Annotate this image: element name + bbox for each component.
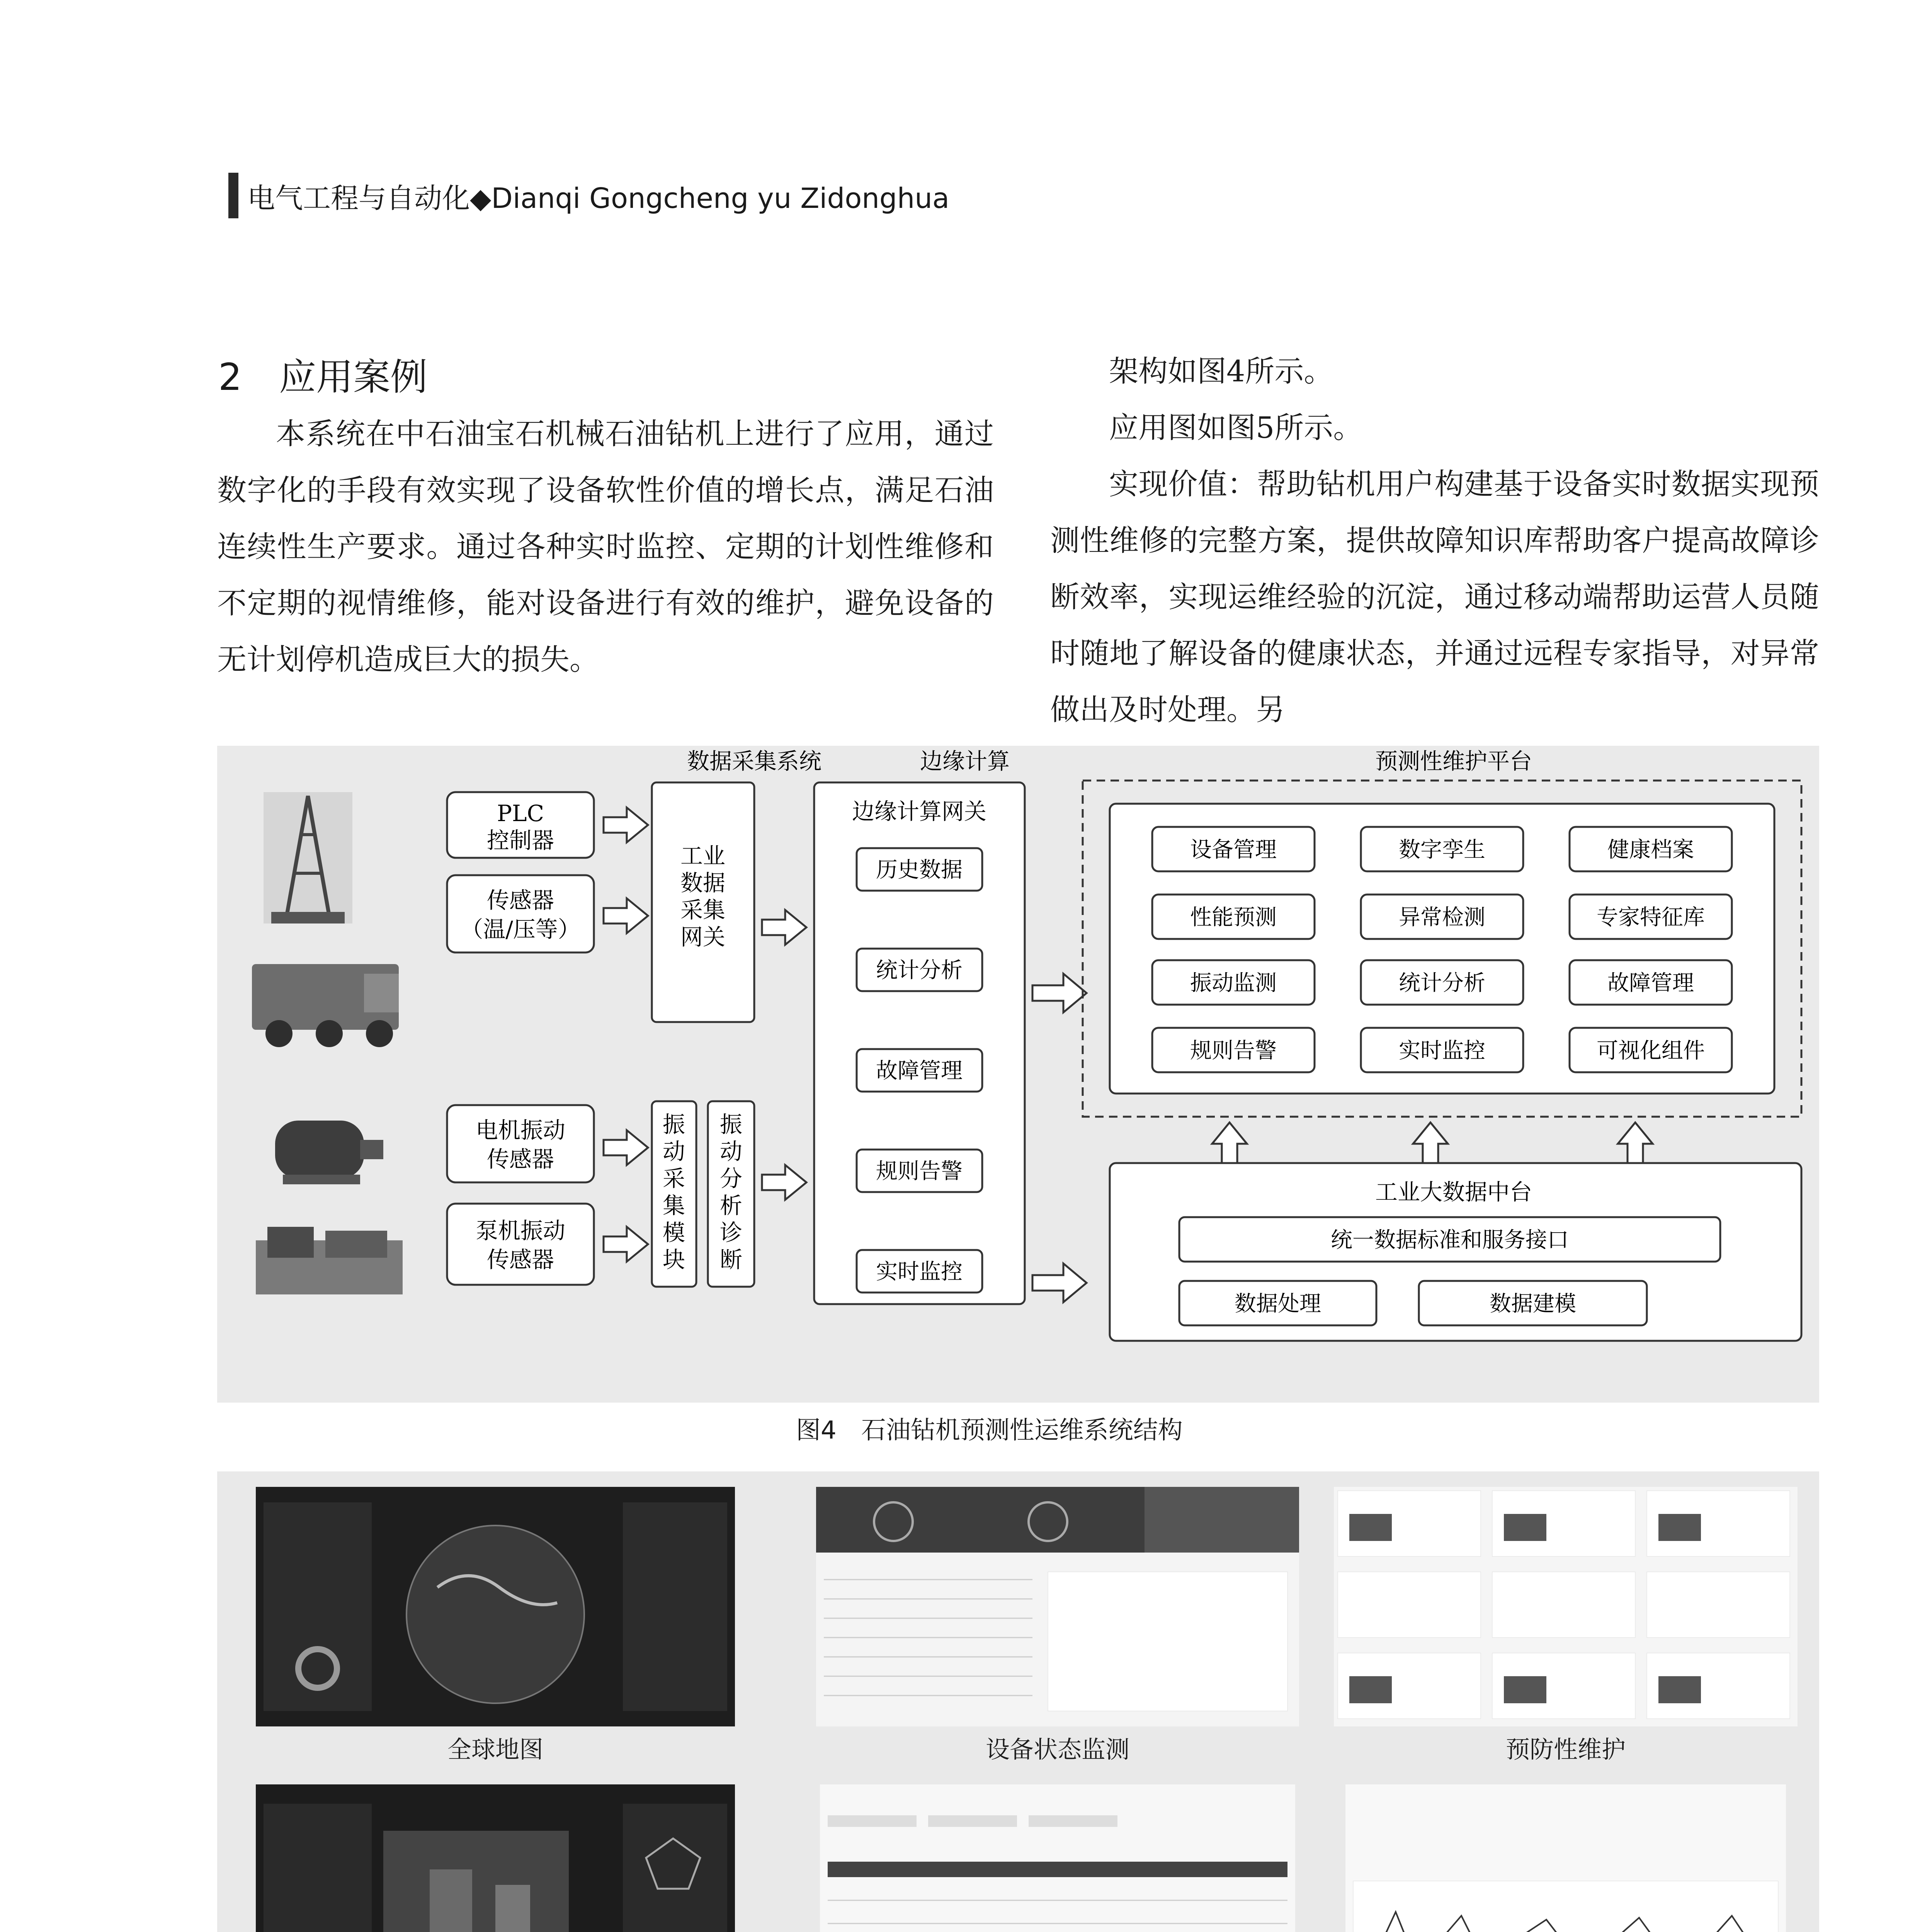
figure-4-architecture [217, 746, 1819, 1403]
svg-text:集: 集 [662, 1192, 685, 1219]
svg-text:动: 动 [662, 1138, 685, 1165]
svg-text:故障管理: 故障管理 [1607, 971, 1694, 996]
architecture-diagram [217, 746, 1819, 1403]
global-map-screenshot [256, 1487, 735, 1726]
right-paragraph-3: 实现价值：帮助钻机用户构建基于设备实时数据实现预测性维修的完整方案，提供故障知识库帮助客户提高故障诊断效率，实现运维经验的沉淀，通过移动端帮助运营人员随时随地了解设备的健康状态，并通过远程专家指导，对异常做出及时处理。另 [1050, 467, 1819, 727]
figure-4-caption: 图4 石油钻机预测性运维系统结构 [796, 1416, 1183, 1445]
svg-text:块: 块 [662, 1247, 685, 1273]
col-title-edge: 边缘计算 [920, 748, 1010, 774]
figure-5-screenshots [217, 1471, 1819, 1932]
status-monitor-screenshot [816, 1487, 1299, 1726]
header-bar [228, 173, 238, 218]
data-modeling-text: 数据建模 [1490, 1291, 1576, 1316]
label-preventive-maintenance: 预防性维护 [1505, 1735, 1626, 1764]
svg-text:数字孪生: 数字孪生 [1399, 837, 1485, 862]
col-title-acquisition: 数据采集系统 [687, 748, 822, 774]
svg-text:可视化组件: 可视化组件 [1597, 1038, 1705, 1063]
motor-sensor-line-1: 电机振动 [475, 1117, 566, 1143]
svg-text:异常检测: 异常检测 [1399, 905, 1485, 930]
gateway-line-4: 网关 [680, 924, 726, 950]
svg-text:动: 动 [719, 1138, 743, 1165]
right-column [1050, 343, 1819, 738]
svg-text:实时监控: 实时监控 [1399, 1038, 1485, 1063]
gateway-line-3: 采集 [680, 897, 726, 923]
sensor-line-1: 传感器 [486, 887, 554, 913]
bigdata-title: 工业大数据中台 [1375, 1179, 1532, 1205]
right-paragraph-2: 应用图如图5所示。 [1109, 410, 1363, 445]
gateway-line-2: 数据 [680, 870, 726, 896]
drilling-rig-photo [264, 792, 352, 923]
svg-text:专家特征库: 专家特征库 [1597, 905, 1705, 930]
svg-text:振: 振 [662, 1111, 685, 1138]
section-title: 2 应用案例 [218, 355, 428, 399]
gateway-line-1: 工业 [680, 843, 726, 869]
svg-text:故障管理: 故障管理 [876, 1058, 963, 1083]
svg-text:析: 析 [719, 1192, 743, 1219]
sensor-line-2: （温/压等） [461, 916, 580, 942]
motor-sensor-line-2: 传感器 [486, 1146, 554, 1172]
motor-photo [275, 1121, 383, 1184]
svg-text:性能预测: 性能预测 [1190, 905, 1277, 930]
preventive-maintenance-screenshot [1334, 1487, 1798, 1726]
svg-text:振: 振 [719, 1111, 743, 1138]
svg-text:规则告警: 规则告警 [876, 1159, 963, 1184]
svg-text:实时监控: 实时监控 [876, 1259, 963, 1284]
svg-text:模: 模 [662, 1219, 685, 1246]
data-processing-text: 数据处理 [1235, 1291, 1321, 1316]
edge-title: 边缘计算网关 [852, 798, 987, 825]
pump-photo [256, 1227, 403, 1294]
pump-sensor-line-2: 传感器 [486, 1247, 554, 1273]
left-paragraph: 本系统在中石油宝石机械石油钻机上进行了应用，通过数字化的手段有效实现了设备软性价值的增长点，满足石油连续性生产要求。通过各种实时监控、定期的计划性维修和不定期的视情维修，能对设备进行有效的维护，避免设备的无计划停机造成巨大的损失。 [217, 417, 994, 677]
svg-text:规则告警: 规则告警 [1190, 1038, 1277, 1063]
svg-text:历史数据: 历史数据 [876, 857, 963, 883]
svg-text:振动监测: 振动监测 [1190, 971, 1277, 996]
pump-sensor-line-1: 泵机振动 [475, 1218, 566, 1244]
svg-text:分: 分 [719, 1165, 743, 1192]
expert-knowledge-screenshot [1345, 1784, 1786, 1932]
svg-text:采: 采 [662, 1165, 685, 1192]
label-global-map: 全球地图 [447, 1735, 543, 1764]
label-status-monitor: 设备状态监测 [985, 1735, 1129, 1764]
right-paragraph-1: 架构如图4所示。 [1109, 354, 1333, 388]
svg-text:断: 断 [719, 1247, 743, 1273]
plc-line-2: 控制器 [486, 827, 554, 854]
svg-text:诊: 诊 [719, 1219, 743, 1246]
interface-text: 统一数据标准和服务接口 [1331, 1228, 1569, 1253]
svg-text:统计分析: 统计分析 [1399, 971, 1485, 996]
equipment-explore-screenshot [256, 1784, 735, 1932]
col-title-platform: 预测性维护平台 [1375, 748, 1532, 774]
svg-text:统计分析: 统计分析 [876, 958, 963, 983]
plc-line-1: PLC [497, 800, 544, 827]
running-header: 电气工程与自动化◆Dianqi Gongcheng yu Zidonghua [247, 182, 950, 214]
truck-photo [252, 964, 399, 1047]
svg-text:健康档案: 健康档案 [1607, 837, 1694, 862]
fmea-screenshot [820, 1784, 1295, 1932]
svg-text:设备管理: 设备管理 [1190, 837, 1277, 862]
